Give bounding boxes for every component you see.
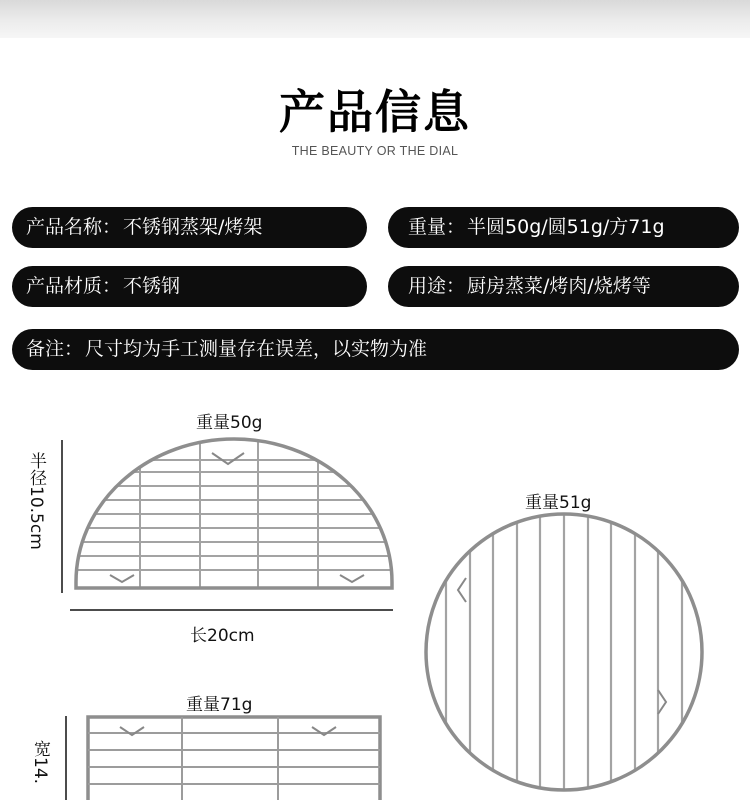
half-round-radius-label: 半径10.5cm — [26, 452, 46, 550]
weight-label: 重量： — [408, 216, 466, 238]
usage-value: 厨房蒸菜/烤肉/烧烤等 — [467, 275, 651, 297]
round-rack-image — [426, 510, 702, 800]
half-round-rack-image — [60, 430, 410, 590]
name-value: 不锈钢蒸架/烤架 — [123, 216, 263, 238]
page-title: 产品信息 — [279, 85, 471, 139]
round-weight-label: 重量51g — [525, 493, 592, 513]
material-value: 不锈钢 — [123, 275, 181, 297]
name-label: 产品名称： — [26, 216, 122, 238]
usage-label: 用途： — [408, 275, 466, 297]
note-label: 备注： — [26, 338, 84, 360]
half-round-weight-label: 重量50g — [196, 413, 263, 433]
square-width-label: 宽14. — [30, 740, 50, 785]
page-subtitle: THE BEAUTY OR THE DIAL — [291, 144, 459, 158]
note-value: 尺寸均为手工测量存在误差，以实物为准 — [85, 338, 428, 360]
weight-value: 半圆50g/圆51g/方71g — [467, 216, 665, 238]
square-rack-image — [88, 717, 380, 800]
material-label: 产品材质： — [26, 275, 122, 297]
square-weight-label: 重量71g — [186, 695, 253, 715]
half-round-length-label: 长20cm — [190, 626, 255, 646]
